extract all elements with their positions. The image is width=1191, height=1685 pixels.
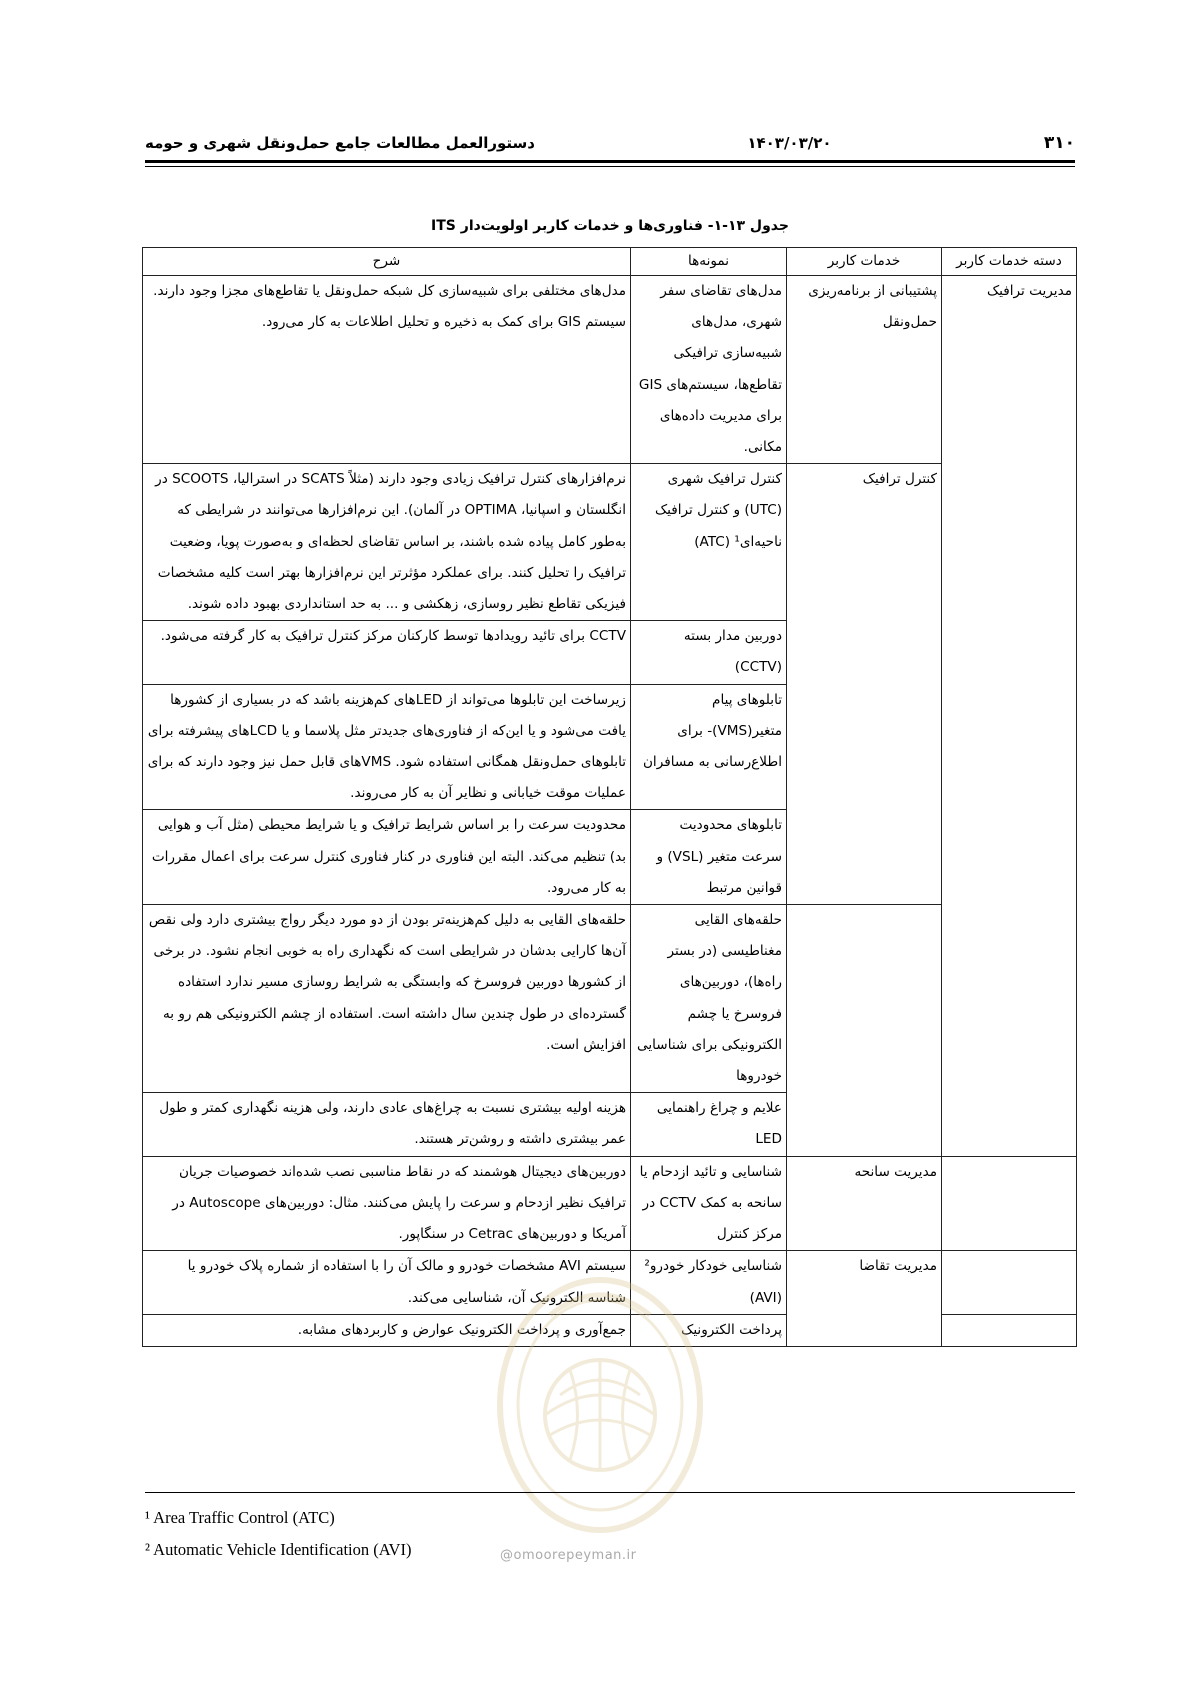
description-cell: حلقه‌های القایی به دلیل کم‌هزینه‌تر بودن از دو مورد دیگر رواج بیشتری دارد ولی نقص آن‌ها کارایی بدشان در شرایطی است که نگهداری راه به خوبی انجام نشود. در برخی از کشورها دوربین فروسرخ که وابستگی به شرایط روسازی مسیر ندارد استفاده گسترده‌ای در طول چندین سال داشته است. استفاده از چشم الکترونیکی هم رو به افزایش است. bbox=[143, 905, 631, 1093]
description-cell: زیرساخت این تابلوها می‌تواند از LEDهای کم‌هزینه باشد که در بسیاری از کشورها یافت می‌شود و یا این‌که از فناوری‌های جدیدتر مثل پلاسما و یا LCDهای پیشرفته برای تابلوهای حمل‌ونقل همگانی استفاده شود. VMSهای قابل حمل نیز وجود دارند که برای عملیات موقت خیابانی و نظایر آن به کار می‌روند. bbox=[143, 684, 631, 810]
table-row bbox=[143, 1156, 1077, 1251]
service-cell: کنترل ترافیک bbox=[787, 464, 942, 905]
document-title: دستورالعمل مطالعات جامع حمل‌ونقل شهری و حومه bbox=[145, 134, 535, 152]
watermark-text: @omoorepeyman.ir bbox=[500, 1548, 637, 1563]
service-cell: مدیریت تقاضا bbox=[787, 1251, 942, 1347]
table-row bbox=[143, 276, 1077, 464]
header-rule-thin bbox=[145, 166, 1075, 167]
category-cell-empty bbox=[942, 1156, 1077, 1251]
examples-cell: علایم و چراغ راهنمایی LED bbox=[631, 1093, 787, 1156]
footnote-rule bbox=[145, 1492, 1075, 1493]
service-cell: پشتیبانی از برنامه‌ریزی حمل‌ونقل bbox=[787, 276, 942, 464]
examples-cell: کنترل ترافیک شهری (UTC) و کنترل ترافیک ناحیه‌ای¹ (ATC) bbox=[631, 464, 787, 621]
description-cell: دوربین‌های دیجیتال هوشمند که در نقاط مناسبی نصب شده‌اند خصوصیات جریان ترافیک نظیر ازدحام و سرعت را پایش می‌کنند. مثال: دوربین‌های Autoscope در آمریکا و دوربین‌های Cetrac در سنگاپور. bbox=[143, 1156, 631, 1251]
examples-cell: دوربین مدار بسته (CCTV) bbox=[631, 621, 787, 684]
examples-cell: پرداخت الکترونیک bbox=[631, 1314, 787, 1346]
table-caption: جدول ۱۳-۱- فناوری‌ها و خدمات کاربر اولویت‌دار ITS bbox=[431, 218, 789, 234]
category-cell: مدیریت ترافیک bbox=[942, 276, 1077, 1157]
table-row bbox=[143, 464, 1077, 621]
table-header-row bbox=[143, 248, 1077, 276]
category-cell-empty bbox=[942, 1251, 1077, 1314]
header-rule-thick bbox=[145, 160, 1075, 163]
description-cell: CCTV برای تائید رویدادها توسط کارکنان مرکز کنترل ترافیک به کار گرفته می‌شود. bbox=[143, 621, 631, 684]
table-row bbox=[143, 1251, 1077, 1314]
service-cell-empty bbox=[787, 905, 942, 1157]
footnotes bbox=[145, 1506, 745, 1570]
examples-cell: شناسایی خودکار خودرو² (AVI) bbox=[631, 1251, 787, 1314]
page-number: ۳۱۰ bbox=[1043, 133, 1075, 153]
description-cell: جمع‌آوری و پرداخت الکترونیک عوارض و کاربردهای مشابه. bbox=[143, 1314, 631, 1346]
footnote: ² Automatic Vehicle Identification (AVI) bbox=[145, 1540, 412, 1559]
examples-cell: مدل‌های تقاضای سفر شهری، مدل‌های شبیه‌سازی ترافیکی تقاطع‌ها، سیستم‌های GIS برای مدیریت داده‌های مکانی. bbox=[631, 276, 787, 464]
page-header bbox=[145, 128, 1075, 158]
footnote: ¹ Area Traffic Control (ATC) bbox=[145, 1508, 335, 1527]
examples-cell: تابلوهای محدودیت سرعت متغیر (VSL) و قوانین مرتبط bbox=[631, 810, 787, 905]
header-service: خدمات کاربر bbox=[787, 248, 942, 276]
header-examples: نمونه‌ها bbox=[631, 248, 787, 276]
service-cell: مدیریت سانحه bbox=[787, 1156, 942, 1251]
description-cell: هزینه اولیه بیشتری نسبت به چراغ‌های عادی دارند، ولی هزینه نگهداری کمتر و طول عمر بیشتری داشته و روشن‌تر هستند. bbox=[143, 1093, 631, 1156]
description-cell: مدل‌های مختلفی برای شبیه‌سازی کل شبکه حمل‌ونقل یا تقاطع‌های مجزا وجود دارند. سیستم GIS برای کمک به ذخیره و تحلیل اطلاعات به کار می‌رود. bbox=[143, 276, 631, 464]
category-cell-empty bbox=[942, 1314, 1077, 1346]
examples-cell: تابلوهای پیام متغیر(VMS)- برای اطلاع‌رسانی به مسافران bbox=[631, 684, 787, 810]
table-row bbox=[143, 905, 1077, 1093]
description-cell: محدودیت سرعت را بر اساس شرایط ترافیک و یا شرایط محیطی (مثل آب و هوایی بد) تنظیم می‌کند. البته این فناوری در کنار فناوری کنترل سرعت برای اعمال مقررات به کار می‌رود. bbox=[143, 810, 631, 905]
examples-cell: شناسایی و تائید ازدحام یا سانحه به کمک CCTV در مرکز کنترل bbox=[631, 1156, 787, 1251]
examples-cell: حلقه‌های القایی مغناطیسی (در بستر راه‌ها)، دوربین‌های فروسرخ یا چشم الکترونیکی برای شناسایی خودروها bbox=[631, 905, 787, 1093]
description-cell: نرم‌افزارهای کنترل ترافیک زیادی وجود دارند (مثلاً SCATS در استرالیا، SCOOTS در انگلستان و اسپانیا، OPTIMA در آلمان). این نرم‌افزارها می‌توانند در شرایطی که به‌طور کامل پیاده شده باشند، بر اساس تقاضای لحظه‌ای و به‌صورت پویا، وضعیت ترافیک را تحلیل کنند. برای عملکرد مؤثرتر این نرم‌افزارها بهتر است کلیه مشخصات فیزیکی تقاطع نظیر روسازی، زهکشی و ... به حد استانداردی بهبود داده شوند. bbox=[143, 464, 631, 621]
header-description: شرح bbox=[143, 248, 631, 276]
description-cell: سیستم AVI مشخصات خودرو و مالک آن را با استفاده از شماره پلاک خودرو یا شناسه الکترونیک آن، شناسایی می‌کند. bbox=[143, 1251, 631, 1314]
header-date: ۱۴۰۳/۰۳/۲۰ bbox=[747, 134, 832, 152]
header-category: دسته خدمات کاربر bbox=[942, 248, 1077, 276]
its-services-table bbox=[142, 247, 1077, 1347]
